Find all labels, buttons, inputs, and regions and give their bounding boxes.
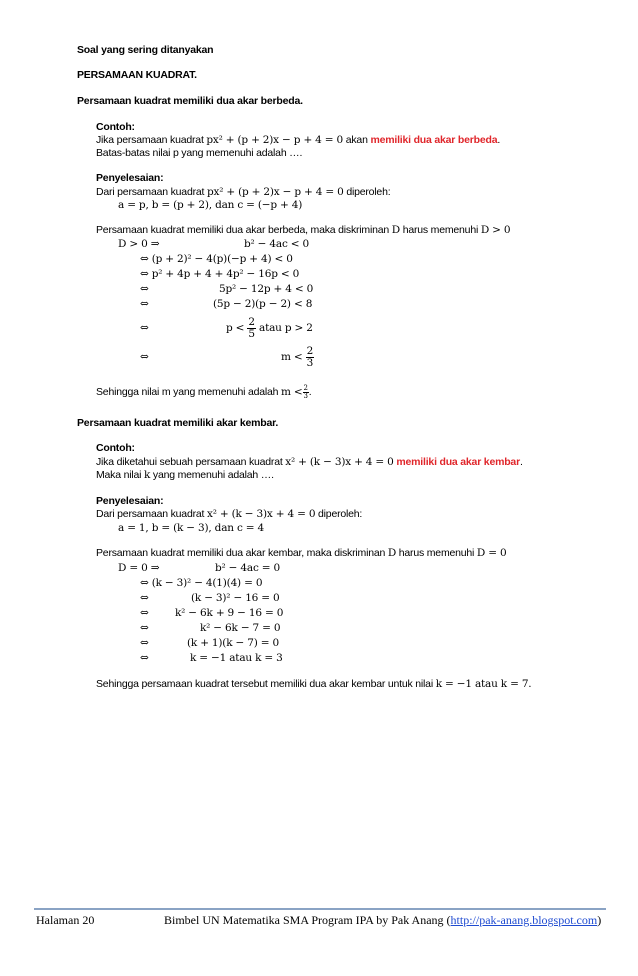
s2-step6-left: ⇔	[140, 637, 149, 649]
section1-penyelesaian-label: Penyelesaian:	[96, 172, 164, 184]
s2-step4-left: ⇔	[140, 607, 149, 619]
s2-step5-left: ⇔	[140, 622, 149, 634]
section2-sol-line1: Dari persamaan kuadrat x² + (k − 3)x + 4 = 0 diperoleh:	[96, 508, 363, 520]
footer-page-number: Halaman 20	[36, 913, 95, 927]
s1-step1-right: b² − 4ac < 0	[244, 238, 309, 250]
s2-step4-right: k² − 6k + 9 − 16 = 0	[175, 607, 284, 619]
s2-step3-right: (k − 3)² − 16 = 0	[191, 592, 280, 604]
s1-step2: ⇔ (p + 2)² − 4(p)(−p + 4) < 0	[140, 253, 293, 265]
section2-contoh-line1: Jika diketahui sebuah persamaan kuadrat x² + (k − 3)x + 4 = 0 memiliki dua akar kembar.	[96, 456, 523, 468]
page-heading: Soal yang sering ditanyakan	[77, 44, 214, 56]
section2-sol-line2: a = 1, b = (k − 3), dan c = 4	[118, 522, 264, 534]
s1-step4-right: 5p² − 12p + 4 < 0	[219, 283, 314, 295]
section2-contoh-line2: Maka nilai k yang memenuhi adalah ….	[96, 469, 274, 481]
section1-conclusion: Sehingga nilai m yang memenuhi adalah m < $\frac{2}{3}$ .	[96, 383, 312, 400]
s2-step1-left: D = 0 ⇒	[118, 562, 160, 574]
s1-step6-right: p < $\frac{2}{5}$ atau p > 2	[226, 315, 313, 340]
s1-step6-fraction: $\frac{2}{5}$	[248, 315, 255, 340]
section2-sol-line3: Persamaan kuadrat memiliki dua akar kembar, maka diskriminan D harus memenuhi D = 0	[96, 547, 507, 559]
s1-step7-fraction: $\frac{2}{3}$	[306, 344, 314, 369]
s2-step3-left: ⇔	[140, 592, 149, 604]
s1-step1-left: D > 0 ⇒	[118, 238, 160, 250]
s1-step6-left: ⇔	[140, 322, 149, 334]
s2-step5-right: k² − 6k − 7 = 0	[200, 622, 281, 634]
section2-penyelesaian-label: Penyelesaian:	[96, 495, 164, 507]
s1-step4-left: ⇔	[140, 283, 149, 295]
section1-contoh-line2: Batas-batas nilai p yang memenuhi adalah ….	[96, 147, 303, 159]
section2-conclusion: Sehingga persamaan kuadrat tersebut memiliki dua akar kembar untuk nilai k = −1 atau k = 7.	[96, 678, 532, 690]
s2-step6-right: (k + 1)(k − 7) = 0	[187, 637, 279, 649]
section1-contoh-label: Contoh:	[96, 121, 135, 133]
section1-sol-line3: Persamaan kuadrat memiliki dua akar berbeda, maka diskriminan D harus memenuhi D > 0	[96, 224, 511, 236]
s2-step7-left: ⇔	[140, 652, 149, 664]
s1-step3: ⇔ p² + 4p + 4 + 4p² − 16p < 0	[140, 268, 300, 280]
s2-step2: ⇔ (k − 3)² − 4(1)(4) = 0	[140, 577, 263, 589]
section1-sol-line2: a = p, b = (p + 2), dan c = (−p + 4)	[118, 199, 303, 211]
s1-step7-right: m < $\frac{2}{3}$	[281, 344, 314, 369]
topic-title: PERSAMAAN KUADRAT.	[77, 69, 197, 81]
footer-divider	[34, 908, 606, 910]
s2-step1-right: b² − 4ac = 0	[215, 562, 280, 574]
s1-step5-left: ⇔	[140, 298, 149, 310]
footer-credit: Bimbel UN Matematika SMA Program IPA by Pak Anang (http://pak-anang.blogspot.com)	[164, 913, 602, 927]
section2-title: Persamaan kuadrat memiliki akar kembar.	[77, 417, 279, 429]
section1-contoh-line1: Jika persamaan kuadrat px² + (p + 2)x − p + 4 = 0 akan memiliki dua akar berbeda.	[96, 134, 501, 146]
s2-step7-right: k = −1 atau k = 3	[190, 652, 283, 664]
footer-blog-link[interactable]: http://pak-anang.blogspot.com	[450, 913, 598, 927]
s1-step5-right: (5p − 2)(p − 2) < 8	[213, 298, 313, 310]
section1-title: Persamaan kuadrat memiliki dua akar berbeda.	[77, 95, 303, 107]
section2-contoh-label: Contoh:	[96, 442, 135, 454]
s1-step7-left: ⇔	[140, 351, 149, 363]
s1-conclusion-fraction: $\frac{2}{3}$	[303, 383, 308, 400]
section1-sol-line1: Dari persamaan kuadrat px² + (p + 2)x − p + 4 = 0 diperoleh:	[96, 186, 391, 198]
